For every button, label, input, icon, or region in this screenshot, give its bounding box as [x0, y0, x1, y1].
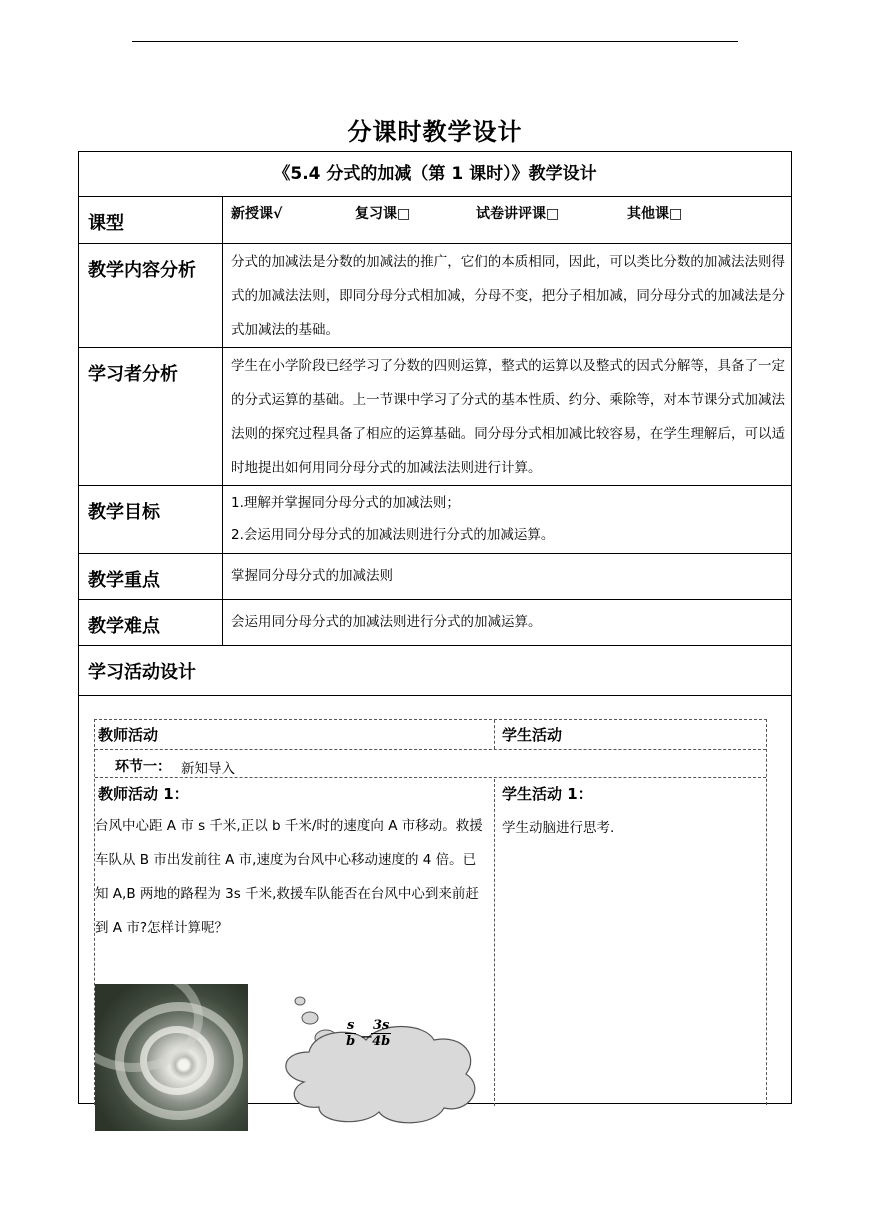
formula-right-numerator: 3s: [373, 1018, 390, 1033]
objectives-label-cell: [79, 486, 223, 553]
formula-left-fraction: [345, 1018, 356, 1049]
student-activity-text: 学生动脑进行思考.: [502, 820, 615, 836]
page-title: 分课时教学设计: [347, 118, 523, 146]
objective-item: 2.会运用同分母分式的加减法则进行分式的加减运算。: [231, 527, 555, 543]
objective-item: 1.理解并掌握同分母分式的加减法则；: [231, 495, 460, 511]
typhoon-satellite-image: [95, 984, 248, 1131]
course-type-other: 其他课□: [627, 206, 683, 222]
learner-analysis-text: 学生在小学阶段已经学习了分数的四则运算，整式的运算以及整式的因式分解等，具备了一定的分式运算的基础。上一节课中学习了分式的基本性质、约分、乘除等，对本节课分式加减法法则的探究过程具备了相应的运算基础。同分母分式相加减比较容易，在学生理解后，可以适时地提出如何用同分母分式的加减法法则进行计算。: [231, 358, 785, 476]
teacher-activity-text: 台风中心距 A 市 s 千米,正以 b 千米/时的速度向 A 市移动。救援车队从 B 市出发前往 A 市,速度为台风中心移动速度的 4 倍。已知 A,B 两地的路程为 3s 千米,救援车队能否在台风中心到来前赶到 A 市?怎样计算呢？: [95, 818, 483, 936]
course-type-new: 新授课√: [231, 206, 283, 222]
formula-right-fraction: [371, 1018, 391, 1049]
activity-design-label: 学习活动设计: [88, 662, 196, 683]
course-type-label-cell: [79, 197, 223, 243]
formula-right-denominator: 4b: [372, 1034, 391, 1049]
formula-left-denominator: b: [346, 1034, 356, 1049]
row-divider: [95, 777, 766, 778]
objectives-list: [231, 487, 785, 551]
key-points-label: 教学重点: [88, 570, 160, 591]
formula-left-numerator: s: [347, 1018, 355, 1033]
course-type-label: 课型: [88, 213, 124, 234]
key-points-label-cell: [79, 554, 223, 599]
header-rule: [132, 41, 738, 42]
column-divider: [494, 779, 495, 1106]
row-divider: [95, 749, 766, 750]
lesson-plan-table: [78, 151, 792, 1104]
student-activity-title: 学生活动 1：: [502, 785, 593, 803]
key-points-text: 掌握同分母分式的加减法则: [231, 568, 393, 584]
content-analysis-row: [79, 244, 791, 348]
difficulties-row: [79, 600, 791, 646]
learner-analysis-label: 学习者分析: [88, 364, 178, 385]
content-analysis-label-cell: [79, 244, 223, 347]
student-activity-header: 学生活动: [502, 726, 563, 744]
section-title: 环节一：: [115, 759, 171, 775]
course-type-exam-review: 试卷讲评课□: [476, 206, 560, 222]
objectives-row: [79, 486, 791, 554]
difficulties-text: 会运用同分母分式的加减法则进行分式的加减运算。: [231, 614, 542, 630]
key-points-row: [79, 554, 791, 600]
objectives-label: 教学目标: [88, 502, 160, 523]
teacher-activity-title: 教师活动 1：: [98, 785, 189, 803]
activity-design-row: [79, 646, 791, 696]
thought-cloud-icon: [274, 982, 489, 1132]
section-name: 新知导入: [181, 761, 235, 777]
column-divider: [494, 720, 495, 749]
plan-subtitle: 《5.4 分式的加减（第 1 课时）》教学设计: [79, 152, 791, 197]
content-analysis-label: 教学内容分析: [88, 260, 196, 281]
formula-operator: −: [360, 1027, 374, 1046]
difficulties-label: 教学难点: [88, 616, 160, 637]
course-type-review: 复习课□: [355, 206, 411, 222]
content-analysis-text: 分式的加减法是分数的加减法的推广，它们的本质相同，因此，可以类比分数的加减法法则得式的加减法法则，即同分母分式相加减，分母不变，把分子相加减，同分母分式的加减法是分式加减法的基础。: [231, 254, 785, 338]
teacher-activity-header: 教师活动: [98, 726, 159, 744]
difficulties-label-cell: [79, 600, 223, 645]
learner-analysis-label-cell: [79, 348, 223, 485]
course-type-row: [79, 197, 791, 244]
learner-analysis-row: [79, 348, 791, 486]
